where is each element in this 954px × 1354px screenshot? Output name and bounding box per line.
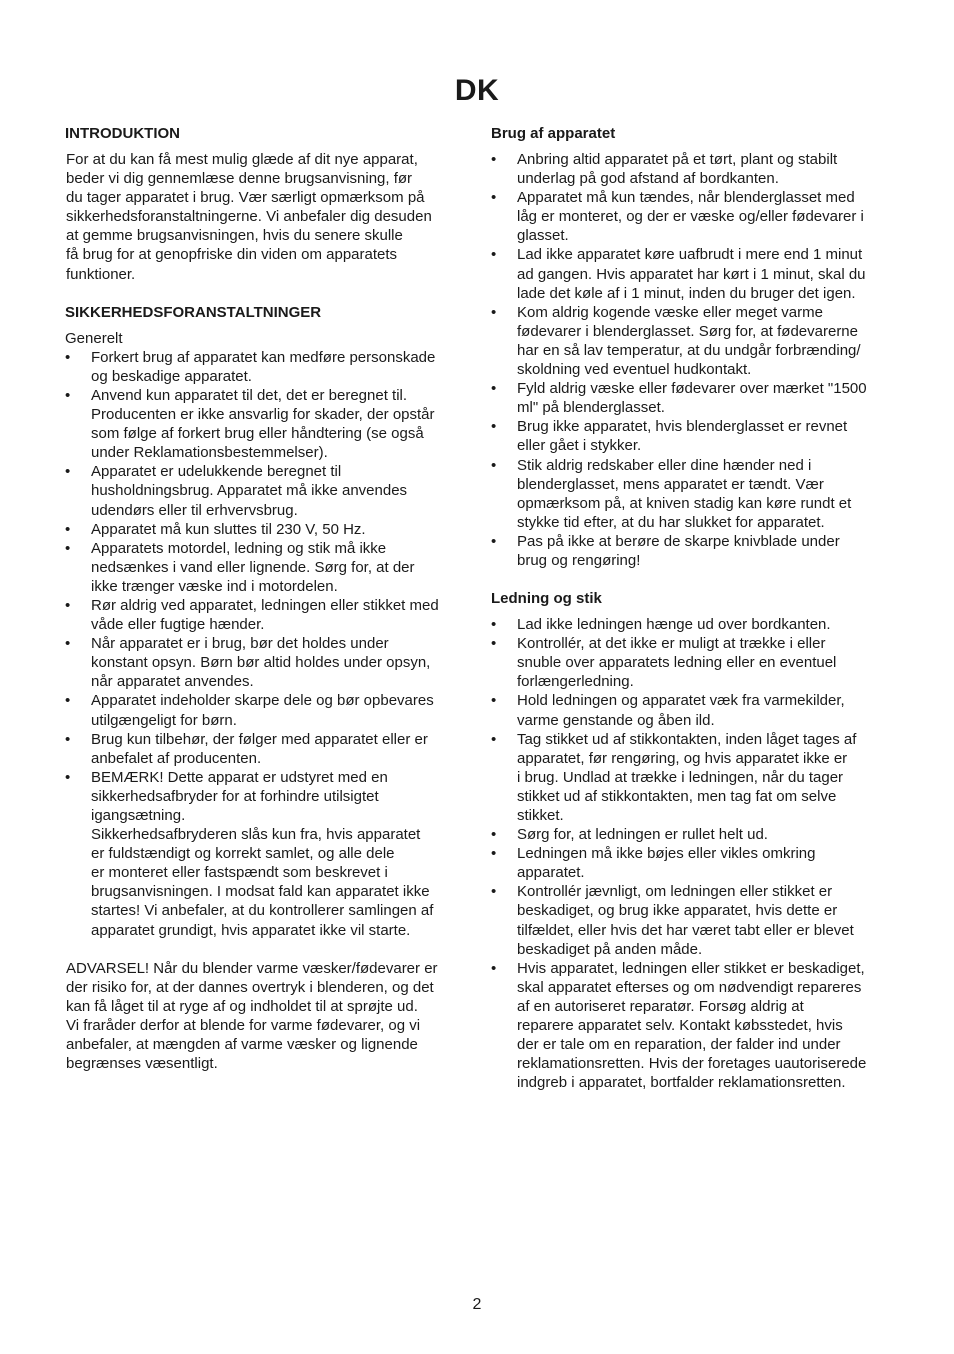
list-item xyxy=(65,634,465,691)
warning-paragraph xyxy=(65,959,465,1074)
list-item xyxy=(491,634,893,691)
list-item-line: under Reklamationsbestemmelser). xyxy=(91,444,328,462)
list-item-line: eller gået i stykker. xyxy=(517,437,642,455)
safety-heading: SIKKERHEDSFORANSTALTNINGER xyxy=(65,303,322,321)
text-line: beder vi dig gennemlæse denne brugsanvisning, før xyxy=(66,170,413,188)
list-item-line: • BEMÆRK! Dette apparat er udstyret med en xyxy=(91,768,388,786)
list-item xyxy=(491,532,893,570)
list-item xyxy=(491,882,893,958)
list-item-line: lade det køle af i 1 minut, inden du bruger det igen. xyxy=(517,284,856,302)
text-line: anbefaler, at mængden af varme væsker og lignende xyxy=(66,1036,418,1054)
list-item-line: snuble over apparatets ledning eller en eventuel xyxy=(517,654,837,672)
list-item-line: fødevarer i blenderglasset. Sørg for, at fødevarerne xyxy=(517,322,858,340)
text-line: du tager apparatet i brug. Vær særligt opmærksom på xyxy=(66,189,425,207)
usage-heading: Brug af apparatet xyxy=(491,125,616,142)
list-item-line: • Hvis apparatet, ledningen eller stikket er beskadiget, xyxy=(517,959,865,977)
list-item-line: er fuldstændigt og korrekt samlet, og alle dele xyxy=(91,845,395,863)
list-item xyxy=(491,691,893,729)
list-item xyxy=(491,959,893,1093)
list-item-line: brug og rengøring! xyxy=(517,551,641,569)
list-item xyxy=(491,188,893,245)
text-line: For at du kan få mest mulig glæde af dit nye apparat, xyxy=(66,151,418,168)
list-item-line: beskadiget, og brug ikke apparatet, hvis dette er xyxy=(517,902,838,920)
list-item-line: apparatet, før rengøring, og hvis apparatet ikke er xyxy=(517,749,848,767)
usage-list xyxy=(491,150,893,570)
right-column xyxy=(491,124,893,1092)
list-item-line: • Forkert brug af apparatet kan medføre personskade xyxy=(91,348,436,366)
text-line: sikkerhedsforanstaltningerne. Vi anbefaler dig desuden xyxy=(66,208,432,226)
intro-paragraph xyxy=(65,150,465,284)
list-item-line: • Kontrollér, at det ikke er muligt at trække i eller xyxy=(517,635,826,653)
list-item-line: • Apparatets motordel, ledning og stik må ikke xyxy=(91,539,387,557)
list-item-line: • Sørg for, at ledningen er rullet helt ud. xyxy=(517,826,768,844)
list-item xyxy=(491,730,893,825)
list-item xyxy=(65,768,465,940)
list-item-line: • Anvend kun apparatet til det, det er beregnet til. xyxy=(91,386,408,404)
list-item xyxy=(65,691,465,729)
list-item-line: nedsænkes i vand eller lignende. Sørg for, at der xyxy=(91,558,415,576)
list-item-line: af en autoriseret reparatør. Forsøg aldrig at xyxy=(517,997,804,1015)
list-item-line: • Lad ikke apparatet køre uafbrudt i mere end 1 minut xyxy=(517,246,863,264)
list-item-line: • Ledningen må ikke bøjes eller vikles omkring xyxy=(517,845,816,863)
list-item-line: stykke tid efter, at du har slukket for apparatet. xyxy=(517,513,825,531)
list-item-line: • Lad ikke ledningen hænge ud over bordkanten. xyxy=(517,616,831,634)
cord-heading: Ledning og stik xyxy=(491,590,602,608)
list-item-line: udendørs eller til erhvervsbrug. xyxy=(91,501,298,519)
list-item-line: • Tag stikket ud af stikkontakten, inden låget tages af xyxy=(517,730,857,748)
text-line: kan få låget til at ryge af og indholdet til at sprøjte ud. xyxy=(66,997,418,1015)
text-line: ADVARSEL! Når du blender varme væsker/fødevarer er xyxy=(66,959,438,977)
list-item xyxy=(491,844,893,882)
list-item-line: konstant opsyn. Børn bør altid holdes under opsyn, xyxy=(91,654,431,672)
list-item-line: stikket. xyxy=(517,807,564,824)
list-item xyxy=(491,245,893,302)
list-item-line: • Brug kun tilbehør, der følger med apparatet eller er xyxy=(91,730,428,748)
list-item-line: i brug. Undlad at trække i ledningen, når du tager xyxy=(517,768,844,786)
list-item xyxy=(65,462,465,519)
text-line: der risiko for, at der dannes overtryk i blenderen, og det xyxy=(66,978,434,996)
list-item-line: glasset. xyxy=(517,227,569,245)
list-item-line: utilgængeligt for børn. xyxy=(91,711,237,729)
safety-list xyxy=(65,348,465,940)
list-item-line: forlængerledning. xyxy=(517,673,634,691)
list-item xyxy=(65,348,465,386)
list-item-line: der er tale om en reparation, der falder ind under xyxy=(517,1036,841,1054)
list-item xyxy=(491,825,893,844)
list-item-line: skal apparatet efterses og om nødvendigt repareres xyxy=(517,978,862,996)
page-number: 2 xyxy=(472,1296,482,1313)
list-item-line: • Apparatet må kun sluttes til 230 V, 50 Hz. xyxy=(91,520,366,538)
safety-subheading: Generelt xyxy=(65,329,123,347)
text-line: funktioner. xyxy=(66,265,136,283)
list-item-line: indgreb i apparatet, bortfalder reklamationsretten. xyxy=(517,1074,846,1092)
list-item xyxy=(65,730,465,768)
list-item-line: startes! Vi anbefaler, at du kontrollerer samlingen af xyxy=(91,902,434,920)
list-item-line: når apparatet anvendes. xyxy=(91,673,254,691)
list-item-line: våde eller fugtige hænder. xyxy=(91,616,265,634)
list-item-line: • Apparatet indeholder skarpe dele og bør opbevares xyxy=(91,692,434,710)
list-item-line: • Pas på ikke at berøre de skarpe knivblade under xyxy=(517,532,840,550)
list-item-line: • Fyld aldrig væske eller fødevarer over mærket "1500 xyxy=(517,380,867,398)
list-item-line: ml" på blenderglasset. xyxy=(517,399,665,417)
list-item xyxy=(491,379,893,417)
intro-heading: INTRODUKTION xyxy=(65,125,180,142)
list-item-line: har en så lav temperatur, at du undgår forbrænding/ xyxy=(517,341,861,359)
list-item xyxy=(65,520,465,539)
list-item-line: reparere apparatet selv. Kontakt købsstedet, hvis xyxy=(517,1017,843,1035)
left-column xyxy=(65,124,465,1073)
list-item-line: er monteret eller fastspændt som beskrevet i xyxy=(91,864,388,882)
list-item-line: • Rør aldrig ved apparatet, ledningen eller stikket med xyxy=(91,596,439,614)
list-item-line: Producenten er ikke ansvarlig for skader, der opstår xyxy=(91,406,435,424)
list-item-line: • Hold ledningen og apparatet væk fra varmekilder, xyxy=(517,692,845,710)
list-item-line: apparatet. xyxy=(517,864,585,882)
list-item-line: • Stik aldrig redskaber eller dine hænder ned i xyxy=(517,456,812,474)
text-line: begrænses væsentligt. xyxy=(66,1055,218,1073)
list-item-line: • Når apparatet er i brug, bør det holdes under xyxy=(91,635,389,653)
list-item xyxy=(491,615,893,634)
list-item-line: • Kom aldrig kogende væske eller meget varme xyxy=(517,303,823,321)
list-item xyxy=(65,539,465,596)
page-heading: DK xyxy=(454,74,500,107)
text-line: at gemme brugsanvisningen, hvis du senere skulle xyxy=(66,227,403,245)
list-item xyxy=(491,456,893,532)
text-line: Vi fraråder derfor at blende for varme fødevarer, og vi xyxy=(66,1016,421,1034)
list-item-line: • Kontrollér jævnligt, om ledningen eller stikket er xyxy=(517,883,833,901)
list-item-line: skoldning ved eventuel hudkontakt. xyxy=(517,361,752,379)
list-item-line: brugsanvisningen. I modsat fald kan apparatet ikke xyxy=(91,883,430,901)
list-item-line: • Apparatet må kun tændes, når blenderglasset med xyxy=(517,189,855,207)
list-item-line: stikket ud af stikkontakten, men tag fat om selve xyxy=(517,787,837,805)
list-item-line: beskadiget på anden måde. xyxy=(517,940,703,958)
list-item-line: anbefalet af producenten. xyxy=(91,749,262,767)
list-item xyxy=(491,150,893,188)
list-item-line: husholdningsbrug. Apparatet må ikke anvendes xyxy=(91,482,408,500)
list-item-line: låg er monteret, og der er væske og/eller fødevarer i xyxy=(517,208,864,226)
list-item-line: som følge af forkert brug eller håndtering (se også xyxy=(91,425,424,443)
text-line: få brug for at genopfriske din viden om apparatets xyxy=(66,246,398,264)
list-item xyxy=(491,303,893,379)
list-item-line: underlag på god afstand af bordkanten. xyxy=(517,170,779,188)
list-item-line: • Brug ikke apparatet, hvis blenderglasset er revnet xyxy=(517,418,848,436)
list-item-line: opmærksom på, at kniven stadig kan køre rundt et xyxy=(517,494,852,512)
list-item xyxy=(65,386,465,462)
list-item-line: igangsætning. xyxy=(91,807,186,824)
list-item-line: apparatet grundigt, hvis apparatet ikke vil starte. xyxy=(91,921,411,939)
list-item-line: reklamationsretten. Hvis der foretages uautoriserede xyxy=(517,1055,867,1073)
list-item-line: og beskadige apparatet. xyxy=(91,367,252,385)
list-item-line: sikkerhedsafbryder for at forhindre utilsigtet xyxy=(91,787,379,805)
list-item-line: Sikkerhedsafbryderen slås kun fra, hvis apparatet xyxy=(91,826,421,844)
list-item-line: tilfældet, eller hvis det har været tabt eller er blevet xyxy=(517,921,854,939)
cord-list xyxy=(491,615,893,1092)
list-item-line: blenderglasset, mens apparatet er tændt. Vær xyxy=(517,475,824,493)
list-item xyxy=(65,596,465,634)
list-item-line: ad gangen. Hvis apparatet har kørt i 1 minut, skal du xyxy=(517,265,866,283)
list-item-line: • Apparatet er udelukkende beregnet til xyxy=(91,463,342,481)
list-item xyxy=(491,417,893,455)
list-item-line: • Anbring altid apparatet på et tørt, plant og stabilt xyxy=(517,151,838,168)
list-item-line: varme genstande og åben ild. xyxy=(517,711,715,729)
list-item-line: ikke trænger væske ind i motordelen. xyxy=(91,577,338,595)
